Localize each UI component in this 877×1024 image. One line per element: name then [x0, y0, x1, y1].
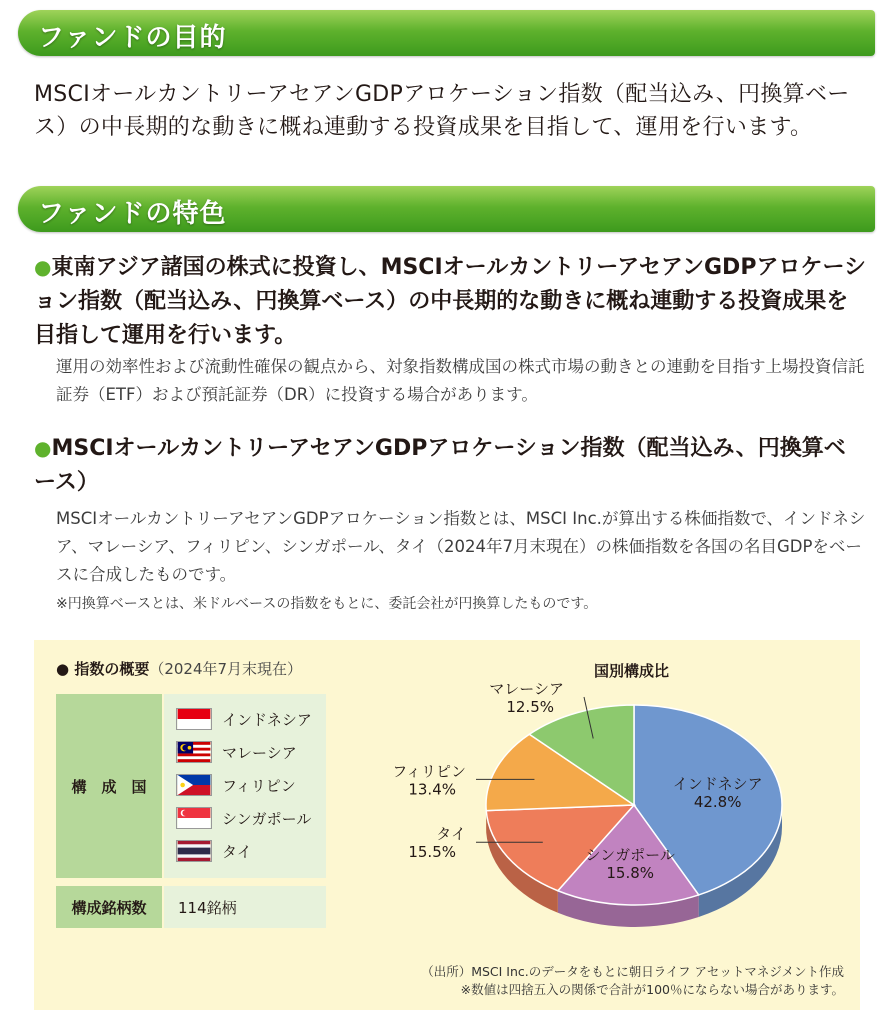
overview-date: （2024年7月末現在）: [149, 660, 303, 678]
pie-label-3: フィリピン: [392, 762, 466, 781]
rounding-note: ※数値は四捨五入の関係で合計が100％にならない場合があります。: [460, 982, 844, 997]
source-note: （出所）MSCI Inc.のデータをもとに朝日ライフ アセットマネジメント作成: [421, 964, 844, 979]
pie-value-4: 12.5%: [506, 698, 554, 716]
feature-heading-1: [34, 250, 866, 353]
chart-title: 国別構成比: [594, 662, 670, 680]
purpose-text: MSCIオールカントリーアセアンGDPアロケーション指数（配当込み、円換算ベース）の中長期的な動きに概ね連動する投資成果を目指して、運用を行います。: [34, 82, 850, 140]
pie-value-2: 15.5%: [408, 843, 456, 862]
section-title: ファンドの特色: [38, 199, 227, 229]
section-title: ファンドの目的: [38, 23, 227, 53]
pie-value-3: 13.4%: [408, 780, 456, 799]
country-indonesia: インドネシア: [176, 704, 312, 734]
pie-value-0: 42.8%: [693, 792, 742, 811]
country-singapore: シンガポール: [176, 803, 311, 833]
country-malaysia: マレーシア: [176, 737, 297, 767]
feature-body-1: 運用の効率性および流動性確保の観点から、対象指数構成国の株式市場の動きとの連動を目指す上場投資信託証券（ETF）および預託証券（DR）に投資する場合があります。: [56, 357, 865, 404]
stocks-label: 構成銘柄数: [56, 886, 162, 928]
pie-label-2: タイ: [436, 825, 466, 844]
pie-label-1: シンガポール: [585, 845, 675, 864]
feature-heading-text: MSCIオールカントリーアセアンGDPアロケーション指数（配当込み、円換算ベース）: [34, 436, 846, 495]
overview-title: ● 指数の概要（2024年7月末現在）: [56, 660, 303, 678]
bullet-icon: ●: [34, 436, 52, 460]
philippines-flag-icon: [176, 774, 212, 796]
countries-label: 構 成 国: [56, 694, 162, 878]
pie-value-1: 15.8%: [606, 863, 655, 882]
singapore-flag-icon: [176, 807, 212, 829]
malaysia-flag-icon: [176, 741, 212, 763]
bullet-icon: ●: [34, 255, 52, 279]
country-composition-pie-chart: [334, 680, 844, 950]
section-banner-purpose: [18, 10, 875, 56]
pie-label-0: インドネシア: [672, 774, 763, 793]
stocks-value: 114銘柄: [178, 899, 237, 917]
country-philippines: フィリピン: [176, 770, 296, 800]
thailand-flag-icon: [176, 840, 212, 862]
yen-note: ※円換算ベースとは、米ドルベースの指数をもとに、委託会社が円換算したものです。: [56, 596, 598, 612]
indonesia-flag-icon: [176, 708, 212, 730]
feature-heading-2: [34, 431, 866, 500]
country-thailand: タイ: [176, 836, 252, 866]
feature-heading-text: 東南アジア諸国の株式に投資し、MSCIオールカントリーアセアンGDPアロケーション指数（配当込み、円換算ベース）の中長期的な動きに概ね連動する投資成果を目指して運用を行います。: [34, 255, 867, 348]
pie-label-4: マレーシア: [489, 680, 564, 698]
section-banner-features: [18, 186, 875, 232]
index-overview-panel: [34, 640, 860, 1010]
feature-body-2: MSCIオールカントリーアセアンGDPアロケーション指数とは、MSCI Inc.が算出する株価指数で、インドネシア、マレーシア、フィリピン、シンガポール、タイ（2024年7月末現在）の株価指数を各国の名目GDPをベースに合成したものです。: [56, 509, 866, 584]
